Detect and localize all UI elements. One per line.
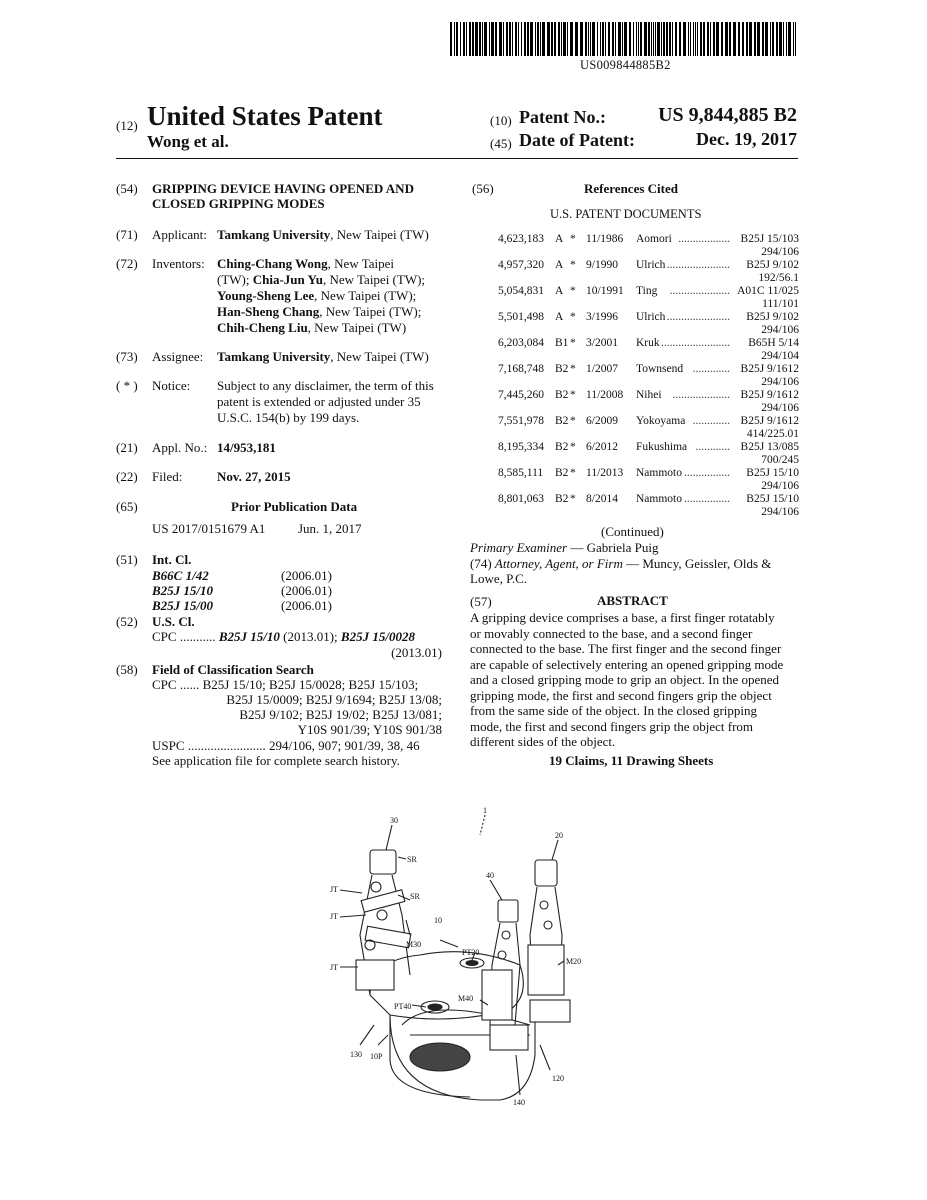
appl-code: (21): [116, 440, 138, 455]
fig-label: M30: [406, 940, 422, 949]
barcode-bar: [602, 22, 604, 56]
intcl-version: (2006.01): [281, 583, 332, 598]
barcode-bar: [783, 22, 784, 56]
reference-field: A: [555, 233, 564, 245]
title-line-1: GRIPPING DEVICE HAVING OPENED AND: [152, 181, 414, 196]
reference-field: 294/106: [761, 402, 799, 414]
barcode-bar: [563, 22, 566, 56]
barcode-bar: [795, 22, 796, 56]
reference-field: *: [570, 259, 576, 271]
notice-line-3: U.S.C. 154(b) by 199 days.: [217, 410, 360, 425]
authors: Wong et al.: [147, 132, 229, 151]
reference-field: *: [570, 337, 576, 349]
barcode-bar: [499, 22, 502, 56]
notice-code: ( * ): [116, 378, 138, 393]
barcode-bar: [666, 22, 668, 56]
filed-code: (22): [116, 469, 138, 484]
reference-field: *: [570, 493, 576, 505]
intcl-class: B25J 15/00: [152, 598, 214, 613]
attorney-line: (74) Attorney, Agent, or Firm — Muncy, Geissler, Olds &: [470, 556, 772, 571]
refs-title: References Cited: [584, 181, 678, 196]
barcode-bar: [479, 22, 481, 56]
abstract-line: mode, the first and second fingers grip the object from: [470, 718, 754, 734]
barcode-bar: [535, 22, 536, 56]
barcode-bar: [762, 22, 764, 56]
reference-field: .............: [692, 415, 730, 427]
reference-field: B2: [555, 467, 569, 479]
barcode-bar: [558, 22, 560, 56]
reference-field: 5,501,498: [498, 311, 544, 323]
reference-field: ......................: [666, 259, 730, 271]
barcode-bar: [675, 22, 677, 56]
barcode-bar: [663, 22, 665, 56]
barcode-bar: [644, 22, 647, 56]
barcode-bar: [551, 22, 553, 56]
barcode-bar: [489, 22, 490, 56]
barcode-bar: [754, 22, 756, 56]
appl-label: Appl. No.:: [152, 440, 208, 455]
reference-field: 7,445,260: [498, 389, 544, 401]
reference-field: B1: [555, 337, 569, 349]
abstract-title: ABSTRACT: [597, 593, 668, 608]
barcode-bar: [669, 22, 671, 56]
reference-field: B2: [555, 441, 569, 453]
inventor-line-1: Ching-Chang Wong, New Taipei: [217, 256, 395, 271]
field-label: Field of Classification Search: [152, 662, 314, 677]
barcode-bar: [648, 22, 650, 56]
refs-subtitle: U.S. PATENT DOCUMENTS: [550, 207, 702, 221]
barcode-bar: [713, 22, 715, 56]
reference-field: 700/245: [761, 454, 799, 466]
reference-field: A01C 11/025: [737, 285, 799, 297]
reference-field: Nammoto: [636, 467, 682, 479]
code-45: (45): [490, 136, 512, 151]
reference-field: 6/2012: [586, 441, 618, 453]
barcode-bar: [688, 22, 689, 56]
barcode-bar: [793, 22, 794, 56]
prior-title: Prior Publication Data: [231, 499, 358, 514]
barcode-bar: [527, 22, 529, 56]
prior-code: (65): [116, 499, 138, 514]
barcode-bar: [588, 22, 589, 56]
barcode-bar: [633, 22, 634, 56]
reference-field: B25J 13/085: [740, 441, 799, 453]
fig-label: 20: [555, 831, 563, 840]
date-label: Date of Patent:: [519, 130, 635, 150]
uscl-code: (52): [116, 614, 138, 629]
barcode-bar: [716, 22, 719, 56]
barcode: [450, 22, 800, 56]
fig-label: SR: [407, 855, 417, 864]
reference-field: B25J 15/10: [746, 493, 799, 505]
reference-field: ........................: [661, 337, 730, 349]
barcode-bar: [515, 22, 517, 56]
barcode-bar: [585, 22, 587, 56]
abstract-line: connected to the base. The first finger and the second finger: [470, 641, 782, 656]
barcode-bar: [679, 22, 681, 56]
barcode-bar: [697, 22, 698, 56]
abstract-line: different sides of the object.: [470, 734, 616, 749]
intcl-code: (51): [116, 552, 138, 567]
patent-type: United States Patent: [147, 101, 383, 131]
fig-label: 120: [552, 1074, 564, 1083]
barcode-bar: [729, 22, 731, 56]
reference-field: 294/104: [761, 350, 799, 362]
reference-field: Kruk: [636, 337, 660, 349]
barcode-bar: [512, 22, 513, 56]
reference-field: *: [570, 415, 576, 427]
uscl-label: U.S. Cl.: [152, 614, 195, 629]
reference-field: 414/225.01: [746, 428, 799, 440]
reference-field: *: [570, 285, 576, 297]
reference-field: B25J 9/102: [746, 311, 799, 323]
intcl-class: B25J 15/10: [152, 583, 214, 598]
prior-date: Jun. 1, 2017: [298, 521, 362, 536]
gripper-figure: [330, 795, 590, 1125]
reference-field: ..................: [678, 233, 730, 245]
reference-field: B25J 9/1612: [740, 415, 799, 427]
notice-line-1: Subject to any disclaimer, the term of this: [217, 378, 434, 393]
inventor-line-4: Han-Sheng Chang, New Taipei (TW);: [217, 304, 422, 319]
barcode-bar: [561, 22, 562, 56]
barcode-bar: [570, 22, 573, 56]
abstract-line: and a closed gripping mode to grip an object. In the opened: [470, 672, 780, 687]
reference-field: 8/2014: [586, 493, 618, 505]
barcode-bar: [657, 22, 660, 56]
reference-field: B65H 5/14: [748, 337, 799, 349]
applicant: Tamkang University, New Taipei (TW): [217, 227, 429, 242]
reference-field: *: [570, 441, 576, 453]
barcode-bar: [629, 22, 631, 56]
barcode-bar: [776, 22, 778, 56]
reference-field: 11/1986: [586, 233, 624, 245]
notice-label: Notice:: [152, 378, 191, 393]
fig-label: 1: [483, 806, 487, 815]
fig-label: SR: [410, 892, 420, 901]
barcode-bar: [655, 22, 656, 56]
barcode-bar: [475, 22, 478, 56]
reference-field: *: [570, 363, 576, 375]
claims-line: 19 Claims, 11 Drawing Sheets: [549, 753, 714, 768]
barcode-bar: [600, 22, 601, 56]
field-code: (58): [116, 662, 138, 677]
reference-field: 4,623,183: [498, 233, 544, 245]
notice-line-2: patent is extended or adjusted under 35: [217, 394, 421, 409]
reference-field: 3/2001: [586, 337, 618, 349]
barcode-bar: [540, 22, 541, 56]
reference-field: B25J 15/10: [746, 467, 799, 479]
barcode-bar: [605, 22, 606, 56]
barcode-bar: [472, 22, 474, 56]
cpc-line: CPC ........... B25J 15/10 (2013.01); B25J 15/0028: [152, 629, 415, 644]
barcode-bar: [580, 22, 583, 56]
intcl-version: (2006.01): [281, 598, 332, 613]
reference-field: .....................: [669, 285, 730, 297]
barcode-bar: [460, 22, 461, 56]
fig-label: PT40: [394, 1002, 412, 1011]
applicant-code: (71): [116, 227, 138, 242]
barcode-bar: [721, 22, 723, 56]
intcl-class: B66C 1/42: [152, 568, 209, 583]
barcode-bar: [725, 22, 728, 56]
reference-field: Ulrich: [636, 311, 666, 323]
title-line-2: CLOSED GRIPPING MODES: [152, 196, 325, 211]
reference-field: 10/1991: [586, 285, 624, 297]
barcode-bar: [495, 22, 497, 56]
title-code: (54): [116, 181, 138, 196]
barcode-bar: [491, 22, 494, 56]
barcode-bar: [636, 22, 637, 56]
reference-field: ................: [684, 493, 730, 505]
fig-label: JT: [330, 912, 338, 921]
reference-field: *: [570, 311, 576, 323]
reference-field: Nihei: [636, 389, 662, 401]
reference-field: 8,801,063: [498, 493, 544, 505]
appl-no: 14/953,181: [217, 440, 276, 455]
reference-field: 294/106: [761, 246, 799, 258]
barcode-bar: [608, 22, 610, 56]
reference-field: B2: [555, 363, 569, 375]
examiner-line: Primary Examiner — Gabriela Puig: [470, 540, 659, 555]
inventor-line-5: Chih-Cheng Liu, New Taipei (TW): [217, 320, 407, 335]
barcode-bar: [575, 22, 578, 56]
assignee-label: Assignee:: [152, 349, 204, 364]
filed-label: Filed:: [152, 469, 183, 484]
barcode-bar: [590, 22, 591, 56]
barcode-bar: [509, 22, 511, 56]
reference-field: 294/106: [761, 480, 799, 492]
barcode-bar: [651, 22, 652, 56]
fig-label: 140: [513, 1098, 525, 1107]
assignee: Tamkang University, New Taipei (TW): [217, 349, 429, 364]
barcode-bar: [530, 22, 533, 56]
barcode-bar: [703, 22, 705, 56]
field-cpc-line-2: B25J 15/0009; B25J 9/1694; B25J 13/08;: [226, 692, 442, 707]
barcode-bar: [622, 22, 623, 56]
intcl-label: Int. Cl.: [152, 552, 192, 567]
barcode-bar: [466, 22, 467, 56]
fig-label: 30: [390, 816, 398, 825]
reference-field: *: [570, 467, 576, 479]
reference-field: 9/1990: [586, 259, 618, 271]
fig-label: JT: [330, 885, 338, 894]
barcode-bar: [770, 22, 771, 56]
reference-field: Townsend: [636, 363, 684, 375]
barcode-bar: [521, 22, 522, 56]
reference-field: ......................: [666, 311, 730, 323]
inventor-line-2: (TW); Chia-Jun Yu, New Taipei (TW);: [217, 272, 426, 287]
date-of-patent: Dec. 19, 2017: [696, 129, 797, 149]
cpc-version: (2013.01): [391, 645, 442, 660]
reference-field: Ulrich: [636, 259, 666, 271]
barcode-bar: [612, 22, 614, 56]
patent-no-label: Patent No.:: [519, 107, 606, 127]
reference-field: ................: [684, 467, 730, 479]
abstract-line: A gripping device comprises a base, a first finger rotatably: [470, 610, 775, 625]
reference-field: 294/106: [761, 376, 799, 388]
reference-field: 111/101: [762, 298, 799, 310]
fig-label: M20: [566, 957, 582, 966]
fig-label: 40: [486, 871, 494, 880]
reference-field: 6/2009: [586, 415, 618, 427]
barcode-bar: [469, 22, 471, 56]
barcode-bar: [518, 22, 519, 56]
fig-label: JT: [330, 963, 338, 972]
fig-label: 130: [350, 1050, 362, 1059]
barcode-bar: [653, 22, 654, 56]
barcode-bar: [554, 22, 556, 56]
inventor-line-3: Young-Sheng Lee, New Taipei (TW);: [217, 288, 417, 303]
reference-field: 11/2013: [586, 467, 624, 479]
reference-field: ............: [695, 441, 730, 453]
barcode-bar: [749, 22, 752, 56]
field-cpc-line-1: CPC ...... B25J 15/10; B25J 15/0028; B25J 15/103;: [152, 677, 419, 692]
barcode-bar: [710, 22, 711, 56]
reference-field: 6,203,084: [498, 337, 544, 349]
reference-field: 3/1996: [586, 311, 618, 323]
barcode-bar: [683, 22, 686, 56]
reference-field: *: [570, 389, 576, 401]
patent-no: US 9,844,885 B2: [658, 104, 797, 126]
reference-field: Ting: [636, 285, 658, 297]
barcode-bar: [733, 22, 736, 56]
barcode-bar: [772, 22, 774, 56]
attorney-line-2: Lowe, P.C.: [470, 571, 528, 586]
document-number: US009844885B2: [580, 58, 671, 72]
barcode-bar: [567, 22, 568, 56]
reference-field: 11/2008: [586, 389, 624, 401]
barcode-bar: [695, 22, 696, 56]
code-10: (10): [490, 113, 512, 128]
reference-field: Aomori: [636, 233, 672, 245]
barcode-bar: [746, 22, 748, 56]
barcode-bar: [738, 22, 740, 56]
reference-field: B2: [555, 493, 569, 505]
inventors-label: Inventors:: [152, 256, 205, 271]
reference-field: A: [555, 259, 564, 271]
reference-field: Nammoto: [636, 493, 682, 505]
barcode-bar: [547, 22, 550, 56]
abstract-code: (57): [470, 594, 492, 609]
reference-field: Yokoyama: [636, 415, 686, 427]
barcode-bar: [693, 22, 694, 56]
barcode-bar: [482, 22, 483, 56]
reference-field: B25J 15/103: [740, 233, 799, 245]
reference-field: ....................: [672, 389, 730, 401]
barcode-bar: [640, 22, 642, 56]
barcode-bar: [661, 22, 662, 56]
barcode-bar: [456, 22, 458, 56]
barcode-bar: [454, 22, 455, 56]
reference-field: 7,168,748: [498, 363, 544, 375]
fig-label: M40: [458, 994, 474, 1003]
reference-field: 8,585,111: [498, 467, 544, 479]
barcode-bar: [672, 22, 673, 56]
barcode-bar: [638, 22, 639, 56]
see-application-line: See application file for complete search history.: [152, 753, 400, 768]
barcode-bar: [618, 22, 621, 56]
barcode-bar: [707, 22, 709, 56]
assignee-code: (73): [116, 349, 138, 364]
barcode-bar: [597, 22, 598, 56]
barcode-bar: [524, 22, 526, 56]
barcode-bar: [690, 22, 691, 56]
abstract-line: are capable of selectively entering an opened gripping mode: [470, 656, 784, 672]
reference-field: 294/106: [761, 324, 799, 336]
reference-field: B25J 9/1612: [740, 363, 799, 375]
continued: (Continued): [601, 524, 664, 539]
refs-code: (56): [472, 181, 494, 196]
code-12: (12): [116, 118, 138, 133]
reference-field: 1/2007: [586, 363, 618, 375]
abstract-line: from the same side of the object. In the closed gripping: [470, 703, 758, 718]
barcode-bar: [757, 22, 760, 56]
field-cpc-line-4: Y10S 901/39; Y10S 901/38: [297, 722, 442, 737]
reference-field: 294/106: [761, 506, 799, 518]
inventors-code: (72): [116, 256, 138, 271]
reference-field: 5,054,831: [498, 285, 544, 297]
fig-label: PT20: [462, 948, 480, 957]
barcode-bar: [742, 22, 744, 56]
filed-date: Nov. 27, 2015: [217, 469, 291, 484]
reference-field: 8,195,334: [498, 441, 544, 453]
barcode-bar: [779, 22, 782, 56]
applicant-label: Applicant:: [152, 227, 207, 242]
reference-field: .............: [692, 363, 730, 375]
prior-pub: US 2017/0151679 A1: [152, 521, 266, 536]
reference-field: 4,957,320: [498, 259, 544, 271]
barcode-bar: [592, 22, 595, 56]
barcode-bar: [484, 22, 487, 56]
field-cpc-line-3: B25J 9/102; B25J 19/02; B25J 13/081;: [239, 707, 442, 722]
barcode-bar: [786, 22, 787, 56]
header-rule: [116, 158, 798, 159]
intcl-version: (2006.01): [281, 568, 332, 583]
reference-field: B25J 9/102: [746, 259, 799, 271]
reference-field: A: [555, 311, 564, 323]
fig-label: 10: [434, 916, 442, 925]
barcode-bar: [463, 22, 465, 56]
barcode-bar: [700, 22, 702, 56]
reference-field: *: [570, 233, 576, 245]
barcode-bar: [542, 22, 545, 56]
abstract-line: gripping mode, the first and second fingers grip the object: [470, 687, 772, 703]
reference-field: B25J 9/1612: [740, 389, 799, 401]
reference-field: 7,551,978: [498, 415, 544, 427]
reference-field: B2: [555, 415, 569, 427]
barcode-bar: [503, 22, 504, 56]
barcode-bar: [450, 22, 452, 56]
barcode-bar: [765, 22, 768, 56]
barcode-bar: [537, 22, 539, 56]
fig-label: 10P: [370, 1052, 383, 1061]
barcode-bar: [788, 22, 791, 56]
barcode-bar: [615, 22, 616, 56]
abstract-line: or movably connected to the base, and a second finger: [470, 625, 753, 641]
uspc-line: USPC ........................ 294/106, 907; 901/39, 38, 46: [152, 738, 420, 753]
reference-field: Fukushima: [636, 441, 688, 453]
barcode-bar: [624, 22, 627, 56]
reference-field: B2: [555, 389, 569, 401]
barcode-bar: [506, 22, 508, 56]
reference-field: A: [555, 285, 564, 297]
reference-field: 192/56.1: [758, 272, 799, 284]
